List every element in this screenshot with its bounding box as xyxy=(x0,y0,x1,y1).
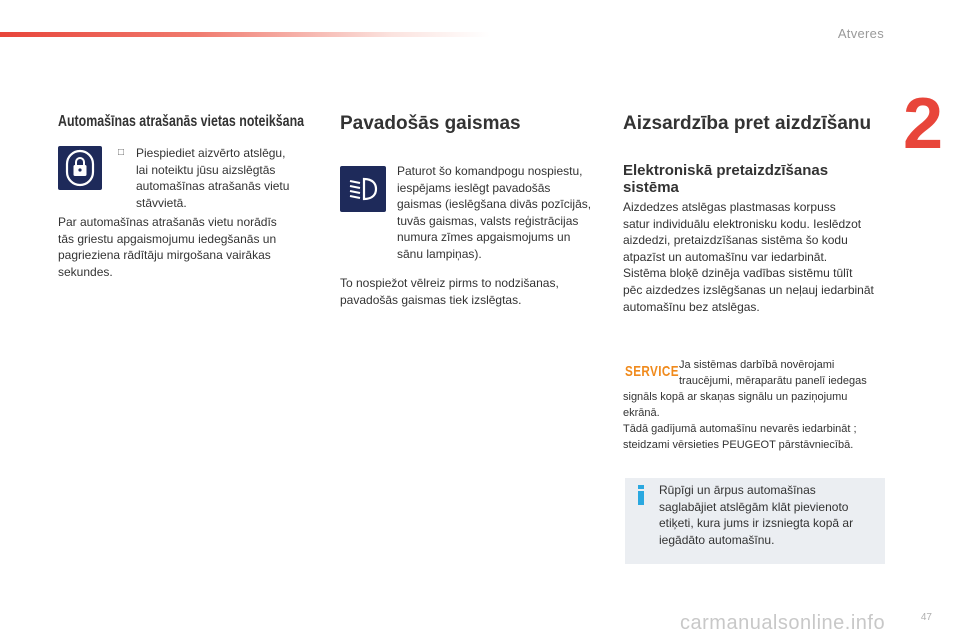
service-warning-logo: SERVICE xyxy=(625,363,679,380)
paragraph-locating-signal: Par automašīnas atrašanās vietu norādīs tās griestu apgaismojumu iedegšanās un pagrieziena rādītāju mirgošana vairākas sekundes. xyxy=(58,215,277,279)
service-warning-text: signāls kopā ar skaņas signālu un paziņojumu ekrānā. Tādā gadījumā automašīnu nevarēs iedarbināt ; steidzami vērsieties PEUGEOT pārstāvniecībā. xyxy=(623,391,857,451)
heading-anti-theft: Aizsardzība pret aizdzīšanu xyxy=(623,113,872,134)
info-icon xyxy=(635,485,647,505)
page-number: 47 xyxy=(920,612,932,623)
headlamp-icon xyxy=(340,166,386,212)
bullet-lock-instruction xyxy=(118,145,318,211)
lock-icon xyxy=(58,146,102,190)
heading-guide-lighting: Pavadošās gaismas xyxy=(340,113,521,134)
paragraph-guide-lighting-off: To nospiežot vēlreiz pirms to nodzišanas, pavadošās gaismas tiek izslēgtas. xyxy=(340,276,559,307)
heading-vehicle-locating: Automašīnas atrašanās vietas noteikšana xyxy=(58,113,305,130)
paragraph-guide-lighting-on: Paturot šo komandpogu nospiestu, iespējams ieslēgt pavadošās gaismas (ieslēgšana divās pozīcijās, tuvās gaismas, valsts reģistrācijas numura zīmes apgaismojums un sānu lampiņas). xyxy=(397,164,592,261)
bullet-marker-icon: □ xyxy=(118,147,125,158)
paragraph-immobiliser: Aizdedzes atslēgas plastmasas korpuss satur individuālu elektronisku kodu. Ieslēdzot aizdedzi, pretaizdzīšanas sistēma šo kodu atpazīst un automašīnu var iedarbināt. Sistēma bloķē dzinēja vadības sistēmu tūlīt pēc aizdedzes izslēgšanas un neļauj iedarbināt automašīnu bez atslēgas. xyxy=(623,200,874,314)
subheading-immobiliser: Elektroniskā pretaizdzīšanas sistēma xyxy=(623,162,829,196)
lock-button-image xyxy=(58,146,102,190)
chapter-number: 2 xyxy=(903,84,944,164)
column-guide-lighting xyxy=(340,113,521,135)
column-anti-theft xyxy=(623,113,871,135)
section-label: Atveres xyxy=(837,26,884,41)
info-note-text: Rūpīgi un ārpus automašīnas saglabājiet atslēgām klāt pievienoto etiķeti, kura jums ir izsniegta kopā ar iegādāto automašīnu. xyxy=(659,483,854,547)
watermark: carmanualsonline.info xyxy=(680,612,886,634)
info-note-box xyxy=(625,478,885,564)
headlamp-button-image xyxy=(340,166,386,212)
column-vehicle-locating xyxy=(58,113,328,131)
bullet-text: Piespiediet aizvērto atslēgu, lai noteiktu jūsu aizslēgtās automašīnas atrašanās vietu stāvvietā. xyxy=(136,146,290,210)
header-accent-bar xyxy=(0,32,490,37)
service-warning-text-indented: Ja sistēmas darbībā novērojami traucējumi, mēraparātu panelī iedegas xyxy=(679,359,867,387)
